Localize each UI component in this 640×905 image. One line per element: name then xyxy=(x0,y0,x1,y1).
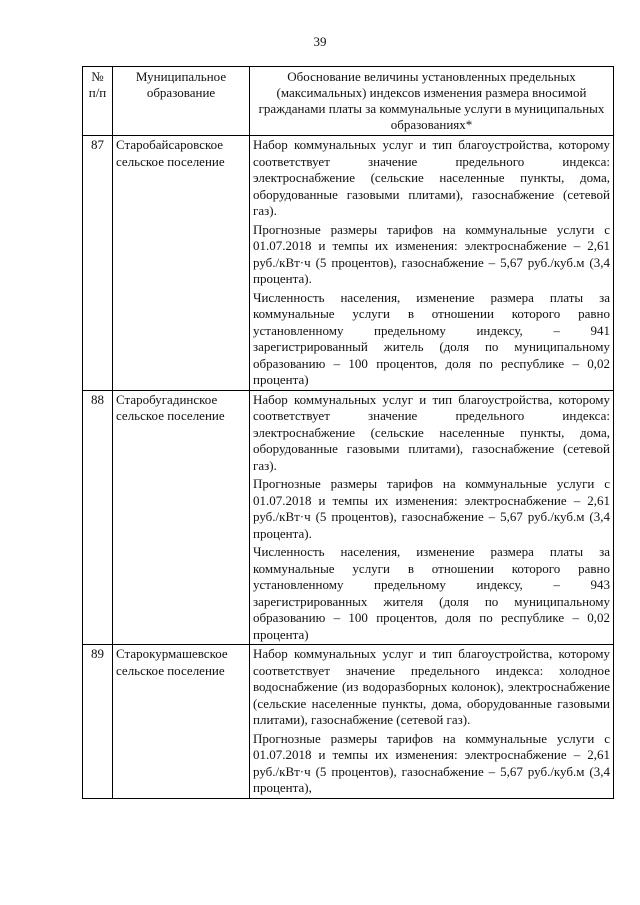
table-row xyxy=(83,390,614,645)
row-number: 87 xyxy=(83,136,113,391)
table-row xyxy=(83,136,614,391)
paragraph-tariffs: Прогнозные размеры тарифов на коммунальные услуги с 01.07.2018 и темпы их изменения: электроснабжение – 2,61 руб./кВт·ч (5 процентов), газоснабжение – 5,67 руб./куб.м (3,4 процента). xyxy=(253,476,610,541)
tariff-justification-table xyxy=(82,66,614,799)
header-justification: Обоснование величины установленных предельных (максимальных) индексов изменения размера вносимой гражданами платы за коммунальные услуги в муниципальных образованиях* xyxy=(250,67,614,136)
row-municipality: Старобайсаровское сельское поселение xyxy=(113,136,250,391)
page-number: 39 xyxy=(313,34,327,49)
paragraph-service-set: Набор коммунальных услуг и тип благоустройства, которому соответствует значение предельного индекса: электроснабжение (сельские населенные пункты, дома, оборудованные газовыми плитами), газоснабжение (сетевой газ). xyxy=(253,137,610,218)
paragraph-tariffs: Прогнозные размеры тарифов на коммунальные услуги с 01.07.2018 и темпы их изменения: электроснабжение – 2,61 руб./кВт·ч (5 процентов), газоснабжение – 5,67 руб./куб.м (3,4 процента). xyxy=(253,221,610,286)
row-justification xyxy=(250,645,614,799)
row-municipality: Старокурмашевское сельское поселение xyxy=(113,645,250,799)
header-municipality: Муниципальное образование xyxy=(113,67,250,136)
row-justification xyxy=(250,390,614,645)
row-number: 89 xyxy=(83,645,113,799)
paragraph-tariffs: Прогнозные размеры тарифов на коммунальные услуги с 01.07.2018 и темпы их изменения: электроснабжение – 2,61 руб./кВт·ч (5 процентов), газоснабжение – 5,67 руб./куб.м (3,4 процента), xyxy=(253,730,610,795)
paragraph-service-set: Набор коммунальных услуг и тип благоустройства, которому соответствует значение предельного индекса: электроснабжение (сельские населенные пункты, дома, оборудованные газовыми плитами), газоснабжение (сетевой газ). xyxy=(253,391,610,473)
row-number: 88 xyxy=(83,390,113,645)
row-municipality: Старобугадинское сельское поселение xyxy=(113,390,250,645)
row-justification xyxy=(250,136,614,391)
header-number: № п/п xyxy=(83,67,113,136)
paragraph-population: Численность населения, изменение размера платы за коммунальные услуги в отношении которого равно установленному предельному индексу, – 943 зарегистрированных жителя (доля по муниципальному образованию – 100 процентов, доля по республике – 0,02 процента) xyxy=(253,544,610,642)
paragraph-service-set: Набор коммунальных услуг и тип благоустройства, которому соответствует значение предельного индекса: холодное водоснабжение (из водоразборных колонок), электроснабжение (сельские населенные пункты, дома, оборудованные газовыми плитами), газоснабжение (сетевой газ). xyxy=(253,646,610,727)
paragraph-population: Численность населения, изменение размера платы за коммунальные услуги в отношении которого равно установленному предельному индексу, – 941 зарегистрированный житель (доля по муниципальному образованию – 100 процентов, доля по республике – 0,02 процента) xyxy=(253,289,610,387)
table-row xyxy=(83,645,614,799)
table-header-row xyxy=(83,67,614,136)
